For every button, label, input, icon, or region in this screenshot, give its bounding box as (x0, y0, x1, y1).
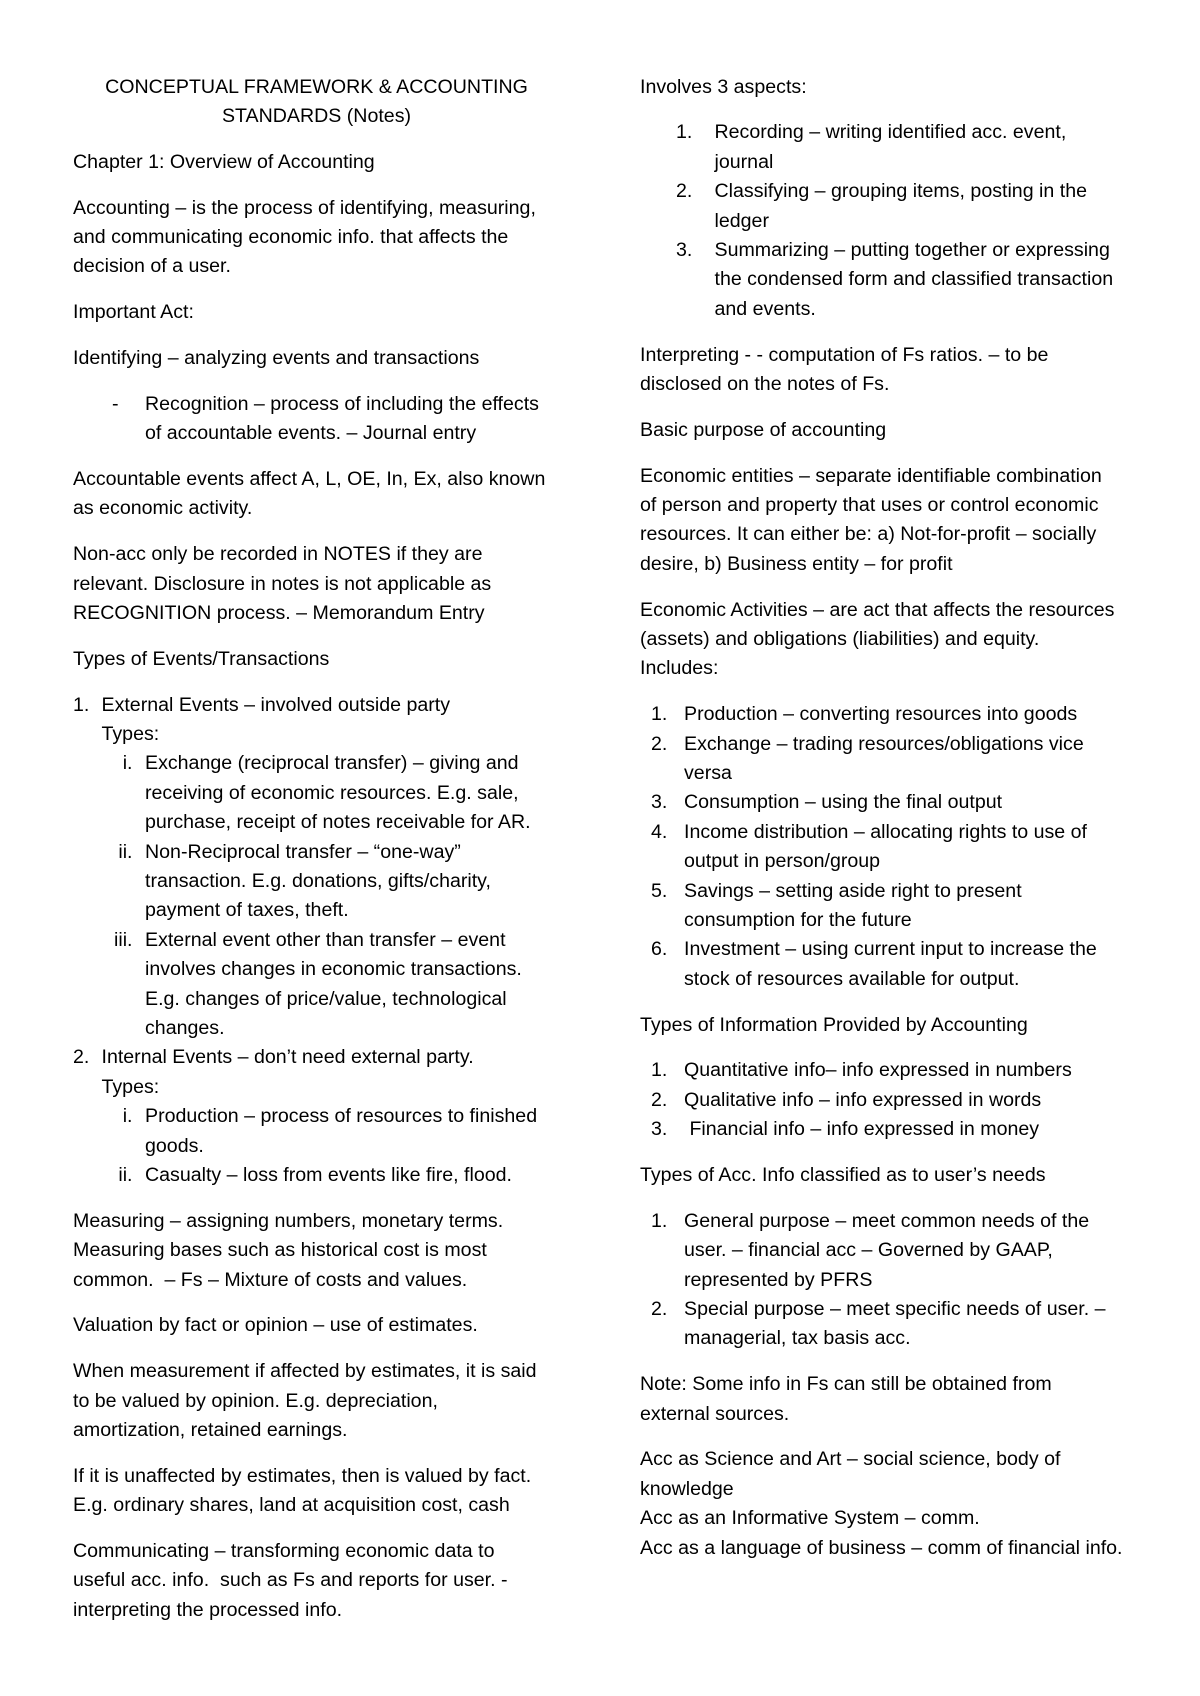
roman-numeral: ii. (118, 840, 133, 863)
list-item-title: External Events – involved outside party (101, 693, 451, 716)
accounting-definition: Accounting – is the process of identifying, measuring, and communicating economic info. that affects the decision of a user. (73, 196, 536, 278)
list-item-summarizing (640, 236, 1127, 324)
types-label: Types: (101, 722, 160, 745)
list-item-qualitative (640, 1086, 1127, 1115)
roman-numeral: i. (122, 1105, 133, 1128)
economic-entities-paragraph: Economic entities – separate identifiable combination of person and property that uses or control economic resources. It can either be: a) Not-for-profit – socially desire, b) Business entity – for profit (640, 464, 1102, 575)
user-needs-heading: Types of Acc. Info classified as to user’s needs (640, 1164, 1046, 1187)
roman-numeral: i. (122, 752, 133, 775)
list-item-special-purpose (640, 1295, 1127, 1354)
aspects-heading: Involves 3 aspects: (640, 75, 807, 98)
sub-item-other-external (102, 926, 561, 1044)
sub-item-non-reciprocal (102, 838, 561, 926)
list-item-external-events (73, 691, 560, 1044)
recognition-text: Recognition – process of including the effects of accountable events. – Journal entry (145, 392, 539, 445)
document-title: CONCEPTUAL FRAMEWORK & ACCOUNTING STANDARDS (Notes) (105, 75, 528, 127)
list-item-internal-events (73, 1043, 560, 1190)
list-item-classifying (640, 177, 1127, 236)
list-item-title: Internal Events – don’t need external party. (101, 1046, 474, 1069)
list-item-general-purpose (640, 1207, 1127, 1295)
list-number: 4. (651, 820, 668, 843)
list-item-text: General purpose – meet common needs of the user. – financial acc – Governed by GAAP, represented by PFRS (684, 1209, 1090, 1291)
aspects-list (640, 118, 1127, 324)
list-number: 1. (651, 703, 668, 726)
types-label: Types: (101, 1075, 160, 1098)
list-item-text: Savings – setting aside right to present consumption for the future (684, 879, 1022, 931)
list-item-text: Investment – using current input to increase the stock of resources available for output. (684, 938, 1097, 990)
list-number: 1. (651, 1209, 668, 1232)
list-item-text: Summarizing – putting together or expressing the condensed form and classified transaction and events. (714, 238, 1114, 320)
event-types-list (73, 691, 560, 1191)
economic-activities-paragraph: Economic Activities – are act that affects the resources (assets) and obligations (liabilities) and equity. Includes: (640, 598, 1115, 680)
list-item-financial (640, 1115, 1127, 1144)
list-number: 1. (676, 121, 693, 144)
accountable-events-paragraph: Accountable events affect A, L, OE, In, Ex, also known as economic activity. (73, 467, 546, 520)
list-item-recording (640, 118, 1127, 177)
types-of-events-heading: Types of Events/Transactions (73, 647, 330, 670)
sub-item-production (102, 1102, 561, 1161)
sub-item-text: Casualty – loss from events like fire, flood. (145, 1164, 512, 1187)
list-item-text: Consumption – using the final output (684, 791, 1003, 814)
list-number: 2. (651, 1088, 668, 1111)
list-item-consumption (640, 788, 1127, 817)
economic-activities-list (640, 700, 1127, 994)
list-item-income-distribution (640, 818, 1127, 877)
roman-numeral: ii. (118, 1164, 133, 1187)
non-acc-paragraph: Non-acc only be recorded in NOTES if they are relevant. Disclosure in notes is not applicable as RECOGNITION process. – Memorandum Entry (73, 543, 492, 624)
list-item-text: Exchange – trading resources/obligations vice versa (684, 732, 1084, 784)
list-item-exchange (640, 730, 1127, 789)
list-number: 3. (651, 791, 668, 814)
list-item-text: Financial info – info expressed in money (684, 1118, 1040, 1141)
communicating-paragraph: Communicating – transforming economic data to useful acc. info. such as Fs and reports for user. - interpreting the processed info. (73, 1540, 508, 1621)
list-number: 5. (651, 879, 668, 902)
list-item-investment (640, 935, 1127, 994)
list-number: 1. (73, 693, 90, 716)
right-column (640, 73, 1127, 1580)
list-item-savings (640, 877, 1127, 936)
acc-as-paragraph: Acc as Science and Art – social science, body of knowledge Acc as an Informative System – comm. Acc as a language of business – comm of financial info. (640, 1448, 1123, 1559)
sub-item-text: Non-Reciprocal transfer – “one-way” transaction. E.g. donations, gifts/charity, payment of taxes, theft. (145, 840, 491, 922)
roman-numeral: iii. (113, 928, 133, 951)
list-item-production (640, 700, 1127, 729)
list-item-text: Classifying – grouping items, posting in the ledger (714, 180, 1087, 232)
list-item-text: Recording – writing identified acc. event, journal (714, 121, 1067, 173)
valued-by-opinion-paragraph: When measurement if affected by estimates, it is said to be valued by opinion. E.g. depreciation, amortization, retained earnings. (73, 1360, 537, 1442)
list-number: 2. (73, 1046, 90, 1069)
list-item-text: Quantitative info– info expressed in numbers (684, 1059, 1072, 1082)
list-number: 2. (651, 732, 668, 755)
user-needs-list (640, 1207, 1127, 1354)
left-column (73, 73, 560, 1642)
dash-bullet-marker: - (112, 392, 119, 415)
info-types-list (640, 1056, 1127, 1144)
sub-item-exchange (102, 749, 561, 837)
list-item-quantitative (640, 1056, 1127, 1085)
interpreting-paragraph: Interpreting - - computation of Fs ratios. – to be disclosed on the notes of Fs. (640, 343, 1049, 395)
identifying-paragraph: Identifying – analyzing events and transactions (73, 346, 480, 369)
list-number: 6. (651, 938, 668, 961)
measuring-paragraph: Measuring – assigning numbers, monetary terms. Measuring bases such as historical cost is most common. – Fs – Mixture of costs and values. (73, 1209, 504, 1291)
note-paragraph: Note: Some info in Fs can still be obtained from external sources. (640, 1373, 1052, 1425)
chapter-heading: Chapter 1: Overview of Accounting (73, 150, 375, 173)
list-number: 2. (651, 1298, 668, 1321)
sub-item-text: Production – process of resources to finished goods. (145, 1105, 538, 1157)
list-item-text: Special purpose – meet specific needs of user. – managerial, tax basis acc. (684, 1298, 1106, 1350)
list-item-text: Production – converting resources into goods (684, 703, 1078, 726)
valuation-paragraph: Valuation by fact or opinion – use of estimates. (73, 1314, 478, 1337)
sub-item-casualty (102, 1161, 561, 1190)
recognition-list (73, 390, 560, 449)
list-item-text: Qualitative info – info expressed in words (684, 1088, 1042, 1111)
sub-item-text: External event other than transfer – event involves changes in economic transactions. E.g. changes of price/value, technological changes. (145, 928, 522, 1039)
valued-by-fact-paragraph: If it is unaffected by estimates, then is valued by fact. E.g. ordinary shares, land at acquisition cost, cash (73, 1464, 532, 1517)
info-types-heading: Types of Information Provided by Accounting (640, 1013, 1028, 1036)
recognition-item (73, 390, 560, 449)
list-item-text: Income distribution – allocating rights to use of output in person/group (684, 820, 1087, 873)
sub-item-text: Exchange (reciprocal transfer) – giving and receiving of economic resources. E.g. sale, purchase, receipt of notes receivable for AR. (145, 752, 531, 834)
list-number: 2. (676, 180, 693, 203)
list-number: 1. (651, 1059, 668, 1082)
basic-purpose-heading: Basic purpose of accounting (640, 418, 887, 441)
list-number: 3. (651, 1118, 668, 1141)
list-number: 3. (676, 238, 693, 261)
important-act-heading: Important Act: (73, 301, 194, 324)
